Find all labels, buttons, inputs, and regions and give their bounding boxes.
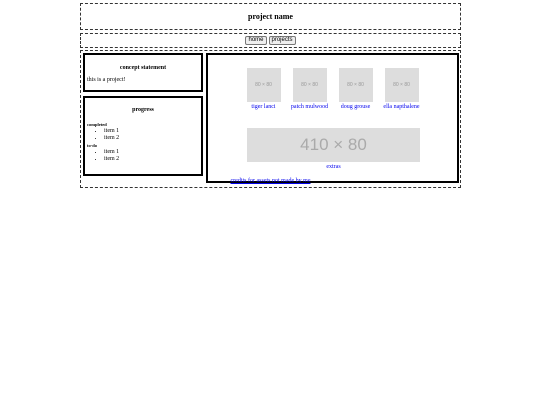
concept-panel — [83, 53, 203, 92]
progress-panel — [83, 96, 203, 176]
concept-title: concept statement — [119, 65, 167, 71]
progress-title: progress — [132, 107, 154, 113]
list-item: • item 1 — [104, 149, 201, 156]
page-title: project name — [248, 12, 293, 21]
character-card — [247, 68, 281, 110]
extras-link[interactable]: extras — [326, 164, 341, 170]
list-item: • item 2 — [104, 156, 201, 163]
concept-text: this is a project! — [87, 77, 126, 83]
todo-list — [85, 149, 201, 163]
character-link[interactable]: doug grouse — [340, 104, 371, 110]
character-image-placeholder[interactable]: 80 × 80 — [247, 68, 281, 102]
home-button[interactable]: home — [245, 36, 266, 45]
character-card — [385, 68, 419, 110]
character-card — [290, 68, 329, 110]
page-wrapper — [80, 3, 461, 188]
list-item: • item 1 — [104, 128, 201, 135]
credits-link[interactable]: credits for assets not made by me — [230, 178, 311, 184]
list-item: • item 2 — [104, 135, 201, 142]
character-link[interactable]: ella napthalene — [383, 104, 420, 110]
projects-button[interactable]: projects — [269, 36, 296, 45]
character-link[interactable]: tiger lanci — [251, 104, 276, 110]
character-image-placeholder[interactable]: 80 × 80 — [385, 68, 419, 102]
extras-image-placeholder[interactable]: 410 × 80 — [247, 128, 420, 162]
character-card — [339, 68, 373, 110]
completed-list — [85, 128, 201, 142]
character-thumbnails — [208, 68, 457, 110]
site-header — [80, 3, 461, 30]
content-area — [80, 50, 461, 188]
character-image-placeholder[interactable]: 80 × 80 — [293, 68, 327, 102]
character-image-placeholder[interactable]: 80 × 80 — [339, 68, 373, 102]
nav-bar — [80, 33, 461, 48]
completed-label: completed — [87, 122, 107, 127]
gallery-panel — [206, 53, 459, 183]
character-link[interactable]: patch mulwood — [290, 104, 329, 110]
extras-section — [247, 128, 420, 170]
todo-label: to-do — [87, 143, 97, 148]
credits-footer — [81, 169, 460, 187]
